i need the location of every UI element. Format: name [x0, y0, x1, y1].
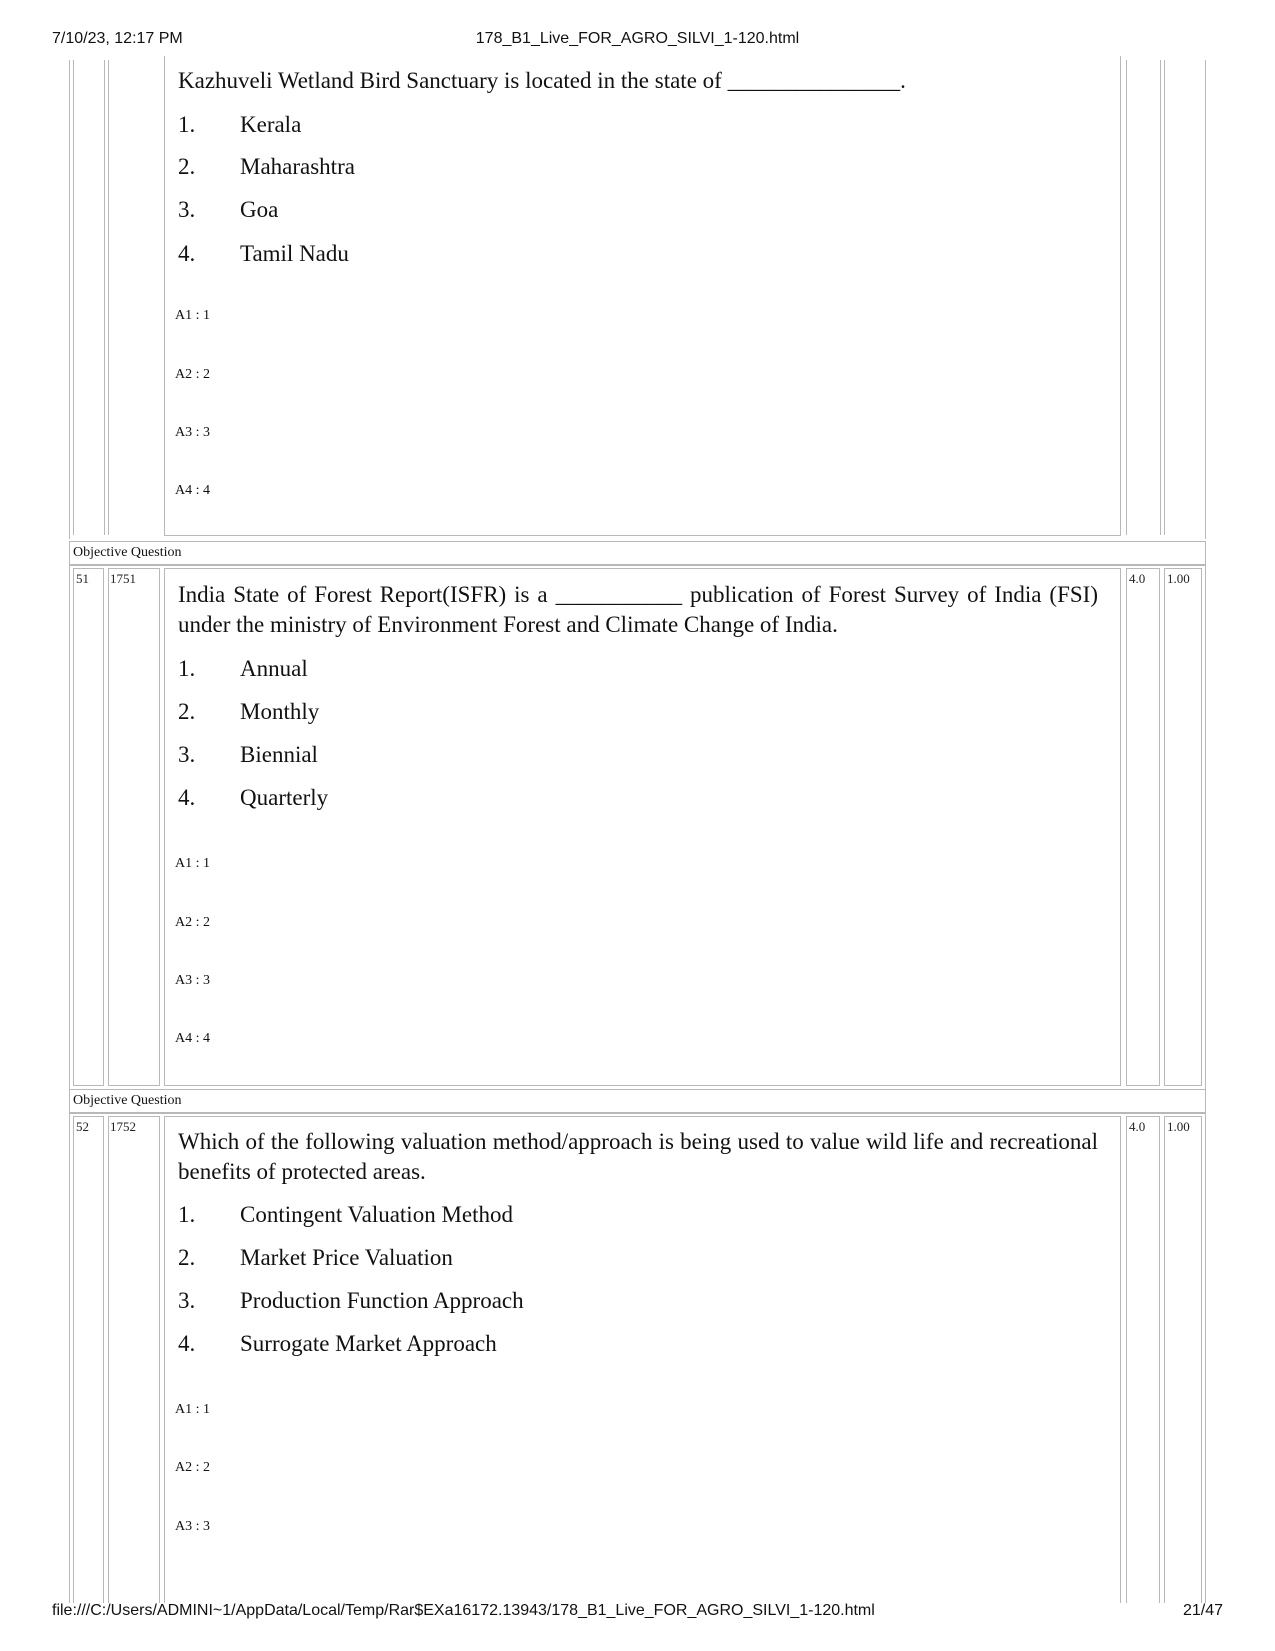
print-datetime: 7/10/23, 12:17 PM — [52, 30, 183, 47]
answer-line: A2 : 2 — [175, 915, 210, 930]
id-cell — [108, 1116, 160, 1603]
id-cell — [108, 568, 160, 1086]
section-label: Objective Question — [73, 1093, 182, 1108]
table-border — [1126, 60, 1127, 535]
negative-marks: 1.00 — [1167, 571, 1190, 586]
question-cell — [164, 1116, 1121, 1603]
marks-cell — [1126, 1116, 1160, 1603]
marks: 4.0 — [1129, 571, 1146, 586]
answer-line: A2 : 2 — [175, 367, 210, 382]
page-number: 21/47 — [1182, 1602, 1223, 1619]
answer-line: A3 : 3 — [175, 1519, 210, 1534]
file-path: file:///C:/Users/ADMINI~1/AppData/Local/Temp/Rar$EXa16172.13943/178_B1_Live_FOR_AGRO_SILVI_1-120.html — [52, 1602, 875, 1619]
table-border — [104, 60, 105, 535]
table-border — [108, 60, 109, 535]
negative-marks-cell — [1164, 1116, 1202, 1603]
option: 2. Market Price Valuation — [178, 1245, 453, 1270]
marks: 4.0 — [1129, 1119, 1146, 1134]
option: 4. Tamil Nadu — [178, 241, 349, 266]
question-text: Which of the following valuation method/approach is being used to value wild life and recreational benefits of protected areas. — [178, 1129, 1098, 1184]
table-border — [1205, 60, 1206, 539]
table-border — [69, 60, 70, 539]
option: 3. Production Function Approach — [178, 1288, 524, 1313]
answer-line: A4 : 4 — [175, 1031, 210, 1046]
answer-line: A2 : 2 — [175, 1460, 210, 1475]
question-id: 1751 — [110, 571, 136, 586]
section-row — [69, 541, 1206, 565]
serial-cell — [73, 1116, 104, 1603]
negative-marks: 1.00 — [1167, 1119, 1190, 1134]
option: 3. Biennial — [178, 742, 318, 767]
question-id: 1752 — [110, 1119, 136, 1134]
negative-marks-cell — [1164, 568, 1202, 1086]
answer-line: A3 : 3 — [175, 973, 210, 988]
table-border — [1164, 60, 1165, 535]
section-row — [69, 1089, 1206, 1113]
question-cell — [164, 568, 1121, 1086]
answer-line: A1 : 1 — [175, 308, 210, 323]
question-text: Kazhuveli Wetland Bird Sanctuary is located in the state of _______________. — [178, 68, 906, 93]
document-title: 178_B1_Live_FOR_AGRO_SILVI_1-120.html — [475, 30, 800, 47]
option: 2. Monthly — [178, 699, 320, 724]
marks-cell — [1126, 568, 1160, 1086]
answer-line: A1 : 1 — [175, 856, 210, 871]
option: 4. Quarterly — [178, 785, 329, 810]
question-cell — [164, 56, 1121, 536]
table-border — [1160, 60, 1161, 535]
answer-line: A1 : 1 — [175, 1402, 210, 1417]
question-text: India State of Forest Report(ISFR) is a ___________ publication of Forest Survey of India (FSI) under the ministry of Environment Forest and Climate Change of India. — [178, 582, 1098, 637]
option: 2. Maharashtra — [178, 154, 355, 179]
serial-number: 51 — [76, 571, 89, 586]
option: 1. Annual — [178, 656, 308, 681]
serial-cell — [73, 568, 104, 1086]
option: 4. Surrogate Market Approach — [178, 1331, 497, 1356]
serial-number: 52 — [76, 1119, 89, 1134]
table-border — [73, 60, 74, 535]
option: 1. Contingent Valuation Method — [178, 1202, 514, 1227]
section-label: Objective Question — [73, 545, 182, 560]
answer-line: A3 : 3 — [175, 425, 210, 440]
option: 3. Goa — [178, 197, 279, 222]
option: 1. Kerala — [178, 112, 302, 137]
answer-line: A4 : 4 — [175, 483, 210, 498]
